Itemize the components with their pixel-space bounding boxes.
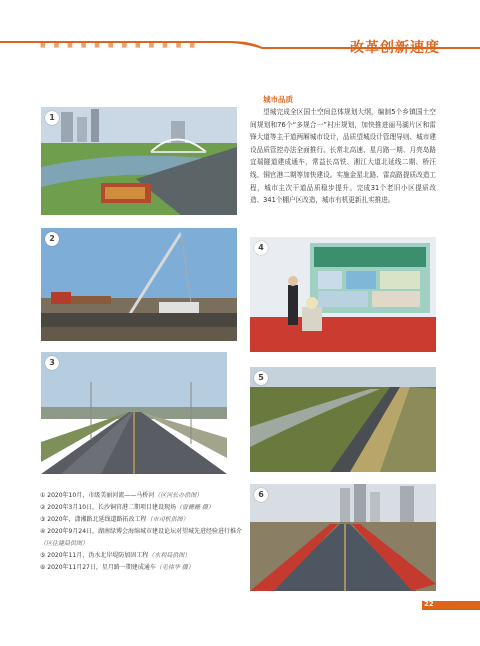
- photo-3-badge: 3: [45, 356, 59, 370]
- caption-6: ⑥ 2020年11月27日，星月路一期建成通车（毛伟华 摄）: [40, 564, 194, 571]
- photo-1-bridge: [41, 107, 237, 215]
- photo-2-badge: 2: [45, 232, 59, 246]
- section-heading: 城市品质: [263, 95, 293, 104]
- section-body: 望城完成全区国土空间总体规划大纲，编制5个乡镇国土空间规划和76个“多规合一”村庄规划，加快推进丽马湖片区和雷锋大道等主干道两厢城市设计，品质望城设计管理导则、城市建设品质管控办法全面推行。长常北高速、星月路一期、月亮岛路宜瑞隧道建成通车，常益长高铁、湘江大道北延线二期、桥汪线、铜官港二期等加快建设。实施金星北路、雷高路提质改造工程，城市主次干道品质稳步提升。完成31个老旧小区提质改造、341个棚户区改造，城市有机更新扎实推进。: [250, 108, 436, 205]
- photo-4-forum: [250, 237, 436, 352]
- photo-captions: [40, 490, 250, 574]
- photo-6-new-road: [250, 484, 436, 591]
- caption-2: ② 2020年3月10日，长沙铜官港二期项目建设现场（曾姗姗 摄）: [40, 504, 214, 511]
- photo-1-badge: 1: [45, 111, 59, 125]
- caption-1: ① 2020年10月，市级美丽河流——马桥河（区河长办供图）: [40, 492, 203, 499]
- photo-3-road: [41, 352, 227, 474]
- photo-4-badge: 4: [254, 241, 268, 255]
- caption-3: ③ 2020年，潇湘路北延线道路拓改工程（市司机供图）: [40, 516, 189, 523]
- photo-2-construction: [41, 228, 237, 341]
- photo-6-badge: 6: [254, 488, 268, 502]
- caption-5: ⑤ 2020年11月，沩水北岸堤防加固工程（水利局供图）: [40, 552, 191, 559]
- caption-4: ④ 2020年9月24日，湖南绿博会海绵城市建设论坛对望城先进经验进行推介（区住建局供图）: [40, 528, 243, 547]
- photo-5-embankment: [250, 367, 436, 472]
- header-title: 改革创新速度: [350, 40, 440, 56]
- photo-5-badge: 5: [254, 371, 268, 385]
- header-dots: ■ ■ ■ ■ ■ ■ ■ ■ ■ ■ ■ ■: [40, 42, 199, 49]
- page-number: 22: [424, 600, 434, 608]
